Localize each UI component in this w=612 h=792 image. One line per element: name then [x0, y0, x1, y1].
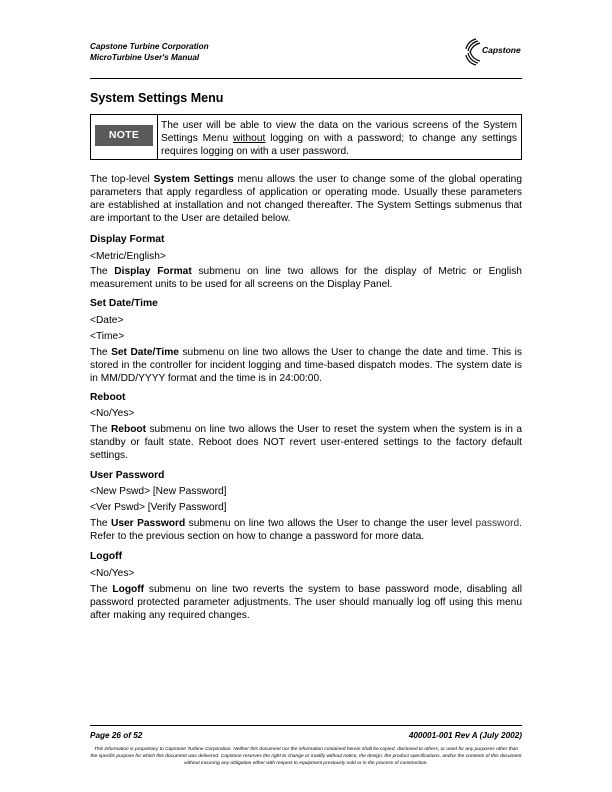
intro-bold: System Settings [153, 174, 234, 185]
header-company: Capstone Turbine Corporation [90, 42, 209, 51]
note-text-part1: The user will be able to view the data on the various screens of the System Settings Menu [161, 120, 517, 144]
section-paragraph-user-password: The User Password submenu on line two allows the User to change the user level password. Refer to the previous section on how to change a password for more data. [90, 518, 522, 542]
note-divider [157, 115, 158, 159]
footer-page-number: Page 26 of 52 [90, 731, 143, 740]
section-option-line: <Time> [90, 331, 125, 342]
intro-paragraph [90, 173, 522, 225]
section-heading-reboot: Reboot [90, 392, 126, 403]
section-option-line: <New Pswd> [New Password] [90, 486, 227, 497]
note-text-underlined: without [233, 133, 266, 144]
header-rule [90, 78, 522, 79]
page-header [90, 41, 522, 77]
section-heading-logoff: Logoff [90, 551, 123, 562]
note-label: NOTE [95, 125, 153, 146]
section-option-line: <Ver Pswd> [Verify Password] [90, 502, 227, 513]
intro-post: menu allows the user to change some of the global operating parameters that apply regardless of application or operating mode. Usually these parameters are established at installation and not changed thereafter. The System Settings submenus that are important to the User are detailed below. [90, 174, 522, 224]
section-heading-set-date-time: Set Date/Time [90, 298, 158, 309]
page-title: System Settings Menu [90, 91, 224, 105]
section-option-line: <No/Yes> [90, 568, 135, 579]
note-label-column [91, 115, 157, 159]
section-option-line: <No/Yes> [90, 408, 135, 419]
capstone-logo [460, 35, 522, 69]
header-manual: MicroTurbine User's Manual [90, 53, 200, 62]
note-text [161, 119, 517, 158]
intro-pre: The top-level [90, 174, 154, 185]
section-paragraph-logoff: The Logoff submenu on line two reverts the system to base password mode, disabling all password protected parameter adjustments. The user should manually log off using this menu after making any required changes. [90, 584, 523, 621]
section-heading-display-format: Display Format [90, 234, 165, 245]
section-option-line: <Metric/English> [90, 251, 166, 262]
footer-legal-notice: This information is proprietary to Capstone Turbine Corporation. Neither this document nor the information contained herein shall be copied, disclosed to others, or used for any purposes other than the specific purpose for which this document was delivered. Capstone reserves the right to change or modify without notice, the design, the product specifications, and/or the contents of this document without incurring any obligation either with respect to equipment previously sold or in the process of construction. [90, 747, 522, 766]
footer-doc-number: 400001-001 Rev A (July 2002) [408, 731, 522, 740]
note-box [90, 114, 522, 160]
logo-text: Capstone [482, 45, 521, 55]
section-paragraph-display-format: The Display Format submenu on line two allows for the display of Metric or English measurement units to be used for all screens on the Display Panel. [90, 266, 522, 290]
footer-rule [90, 725, 522, 726]
section-option-line: <Date> [90, 315, 124, 326]
note-text-part2: logging on with a password; to change any settings requires logging on with a user password. [161, 133, 518, 157]
section-heading-user-password: User Password [90, 470, 165, 481]
section-paragraph-reboot: The Reboot submenu on line two allows the User to reset the system when the system is in a standby or fault state. Reboot does NOT revert user-entered settings to the factory default settings. [90, 424, 522, 461]
section-paragraph-set-date-time: The Set Date/Time submenu on line two allows the User to change the date and time. This is stored in the controller for incident logging and time-based dispatch modes. The system date is in MM/DD/YYYY format and the time is in 24:00:00. [90, 347, 522, 384]
